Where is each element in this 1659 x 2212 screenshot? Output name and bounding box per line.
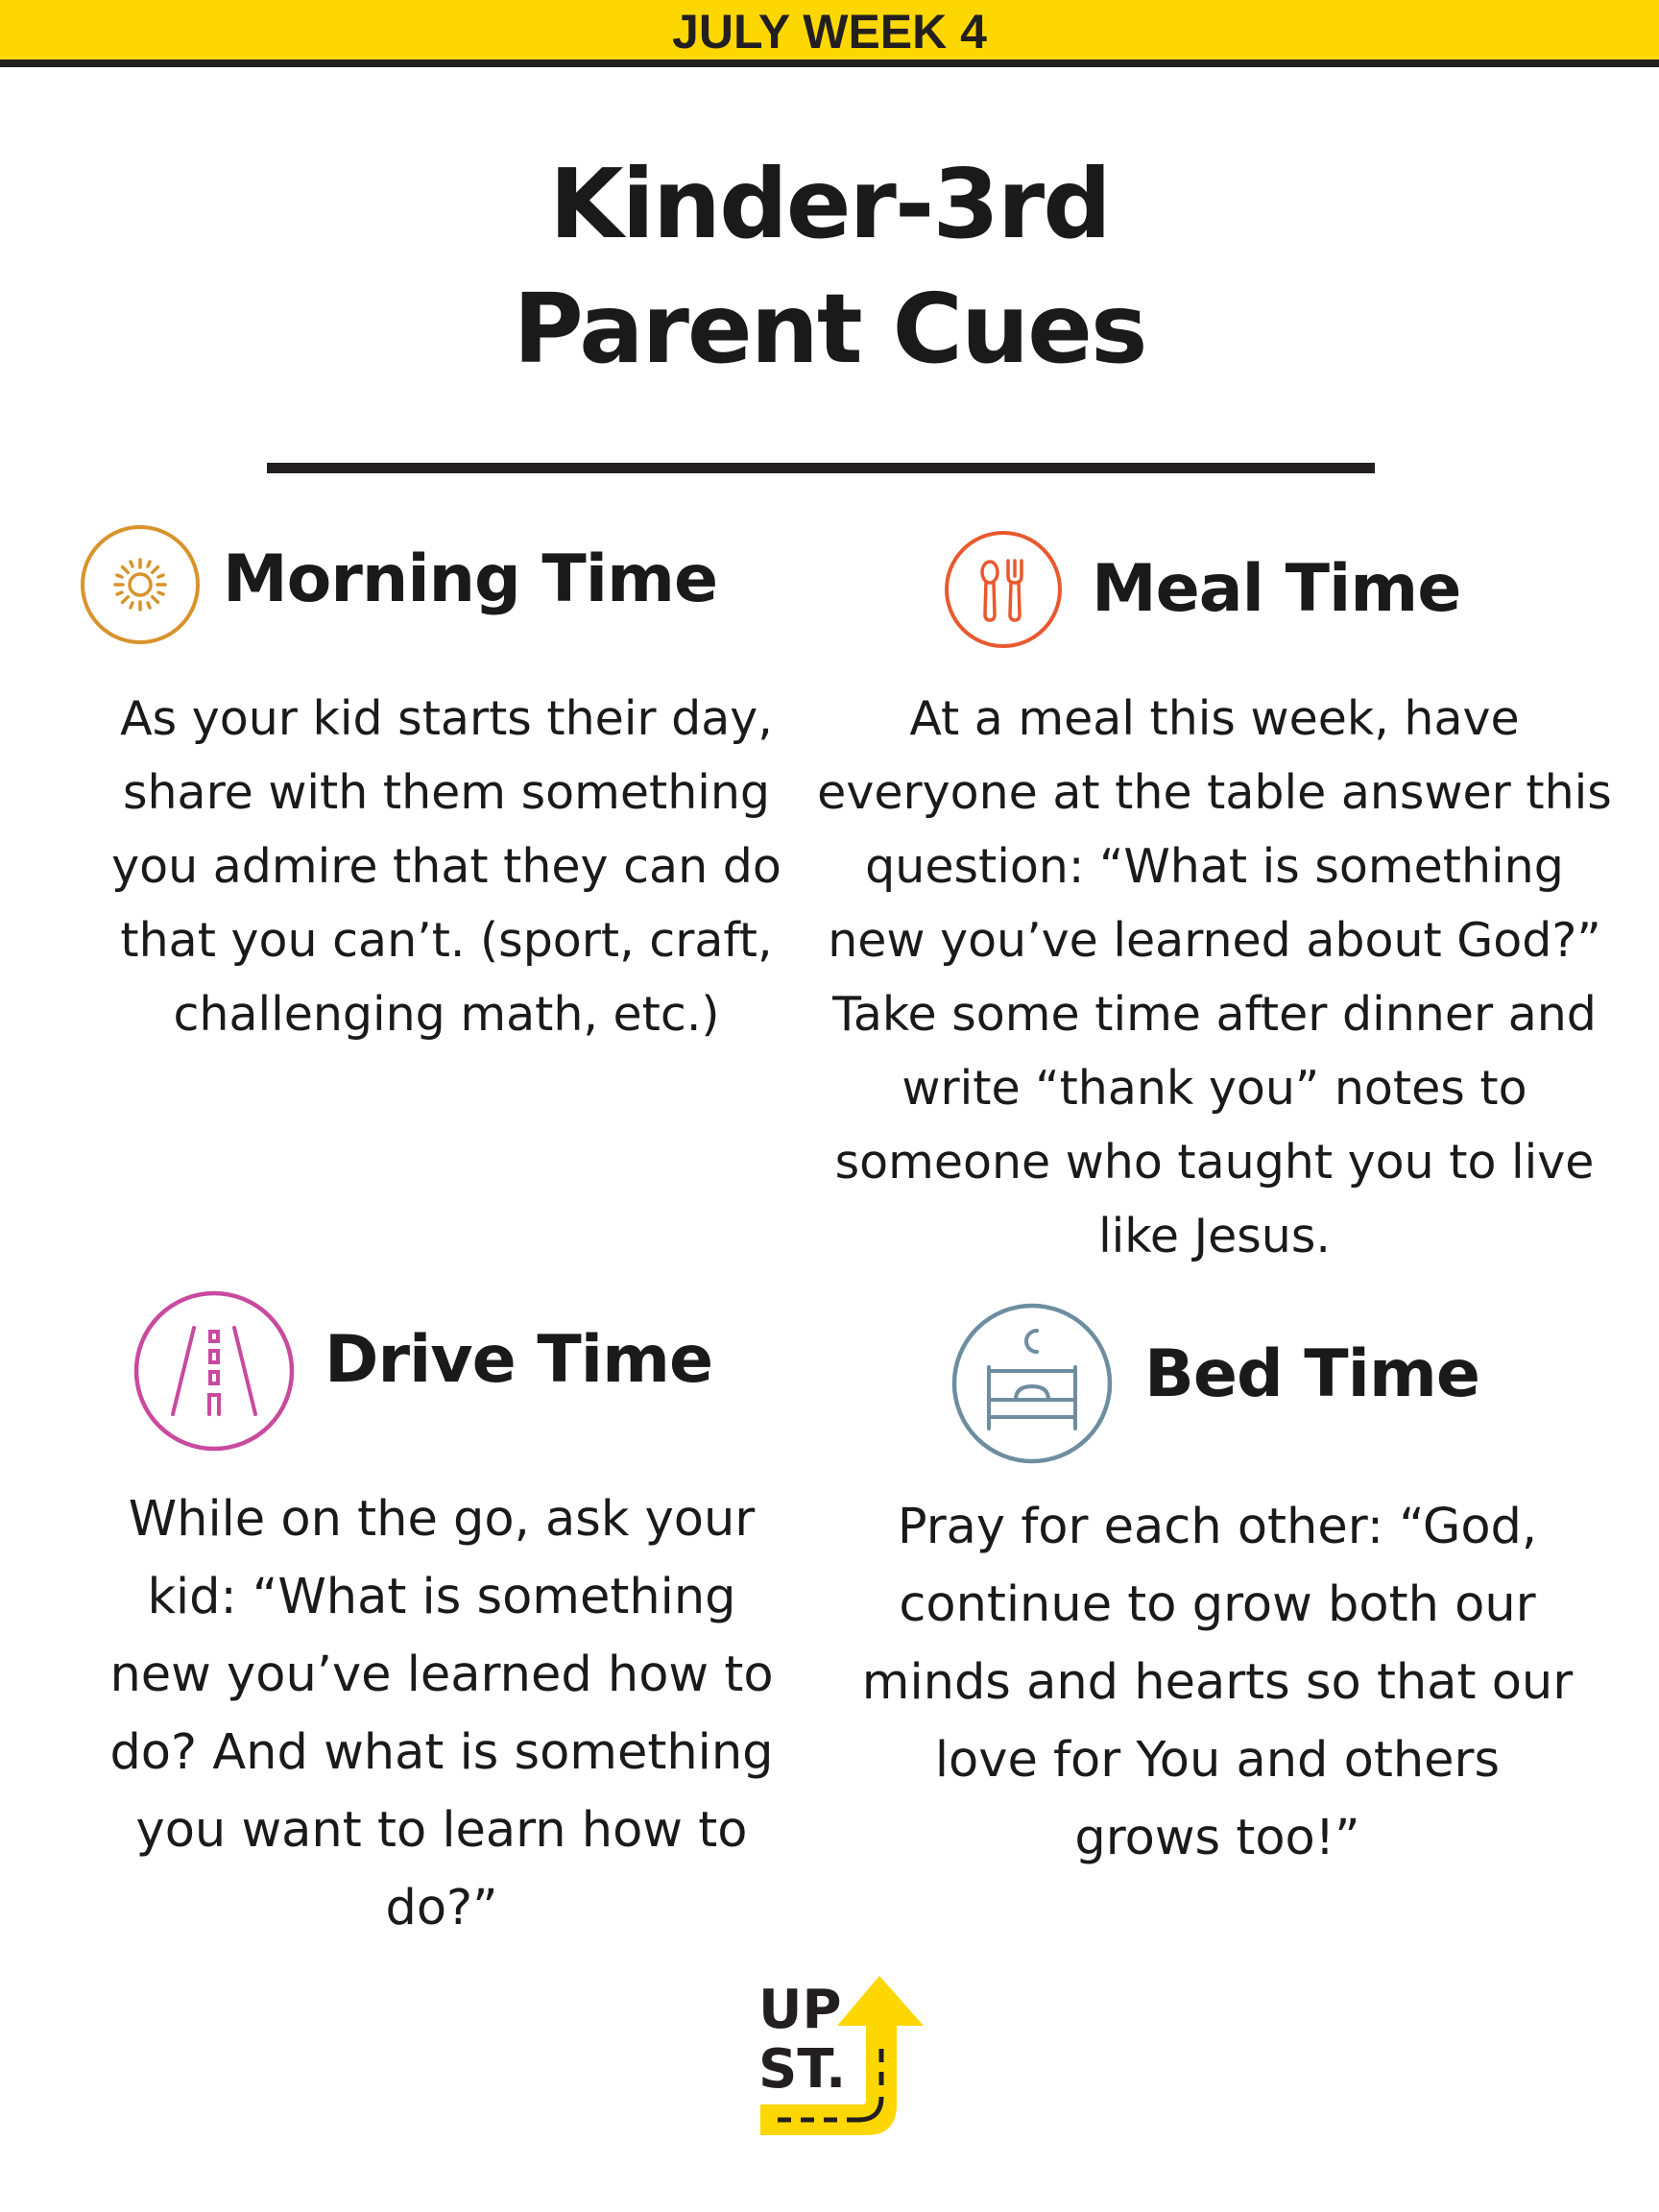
drive-line: kid: “What is something — [147, 1569, 736, 1625]
morning-time-body — [67, 682, 826, 1051]
bed-moon-icon — [950, 1302, 1114, 1465]
bed-line: minds and hearts so that our — [861, 1654, 1574, 1711]
morning-line: challenging math, etc.) — [173, 987, 720, 1042]
morning-time-heading: Morning Time — [223, 541, 718, 617]
meal-line: Take some time after dinner and — [832, 987, 1597, 1042]
page-title-line-1: Kinder-3rd — [549, 148, 1110, 260]
page-title — [0, 142, 1659, 392]
top-banner — [0, 0, 1659, 67]
logo-text-st: ST. — [758, 2038, 847, 2101]
drive-line: new you’ve learned how to — [109, 1647, 774, 1703]
morning-line: share with them something — [122, 765, 771, 820]
bed-line: grows too!” — [1074, 1810, 1360, 1866]
drive-line: do?” — [385, 1880, 498, 1936]
bed-line: love for You and others — [934, 1732, 1501, 1789]
utensils-icon — [942, 528, 1065, 651]
upstreet-logo — [755, 1970, 927, 2143]
drive-line: While on the go, ask your — [128, 1491, 756, 1548]
road-icon — [132, 1289, 296, 1453]
logo-text-up: UP — [758, 1979, 842, 2041]
bed-time-body — [833, 1488, 1601, 1877]
page-title-line-2: Parent Cues — [513, 273, 1146, 385]
drive-time-heading: Drive Time — [325, 1322, 713, 1398]
meal-line: everyone at the table answer this — [817, 765, 1612, 820]
bed-line: Pray for each other: “God, — [897, 1499, 1538, 1555]
morning-line: you admire that they can do — [111, 839, 781, 894]
meal-line: someone who taught you to live — [834, 1135, 1595, 1190]
drive-line: you want to learn how to — [135, 1802, 748, 1859]
bed-time-heading: Bed Time — [1144, 1336, 1479, 1412]
meal-time-heading: Meal Time — [1092, 551, 1461, 627]
meal-time-body — [806, 682, 1623, 1273]
meal-line: At a meal this week, have — [909, 691, 1520, 746]
drive-time-body — [67, 1480, 816, 1947]
meal-line: new you’ve learned about God?” — [828, 913, 1601, 968]
title-divider — [267, 463, 1375, 473]
meal-line: question: “What is something — [865, 839, 1564, 894]
banner-label: JULY WEEK 4 — [672, 5, 987, 59]
bed-line: continue to grow both our — [899, 1576, 1536, 1633]
morning-line: that you can’t. (sport, craft, — [120, 913, 773, 968]
meal-line: like Jesus. — [1098, 1209, 1331, 1263]
sun-icon — [79, 523, 202, 646]
drive-line: do? And what is something — [109, 1724, 774, 1781]
meal-line: write “thank you” notes to — [902, 1061, 1527, 1116]
morning-line: As your kid starts their day, — [120, 691, 773, 746]
